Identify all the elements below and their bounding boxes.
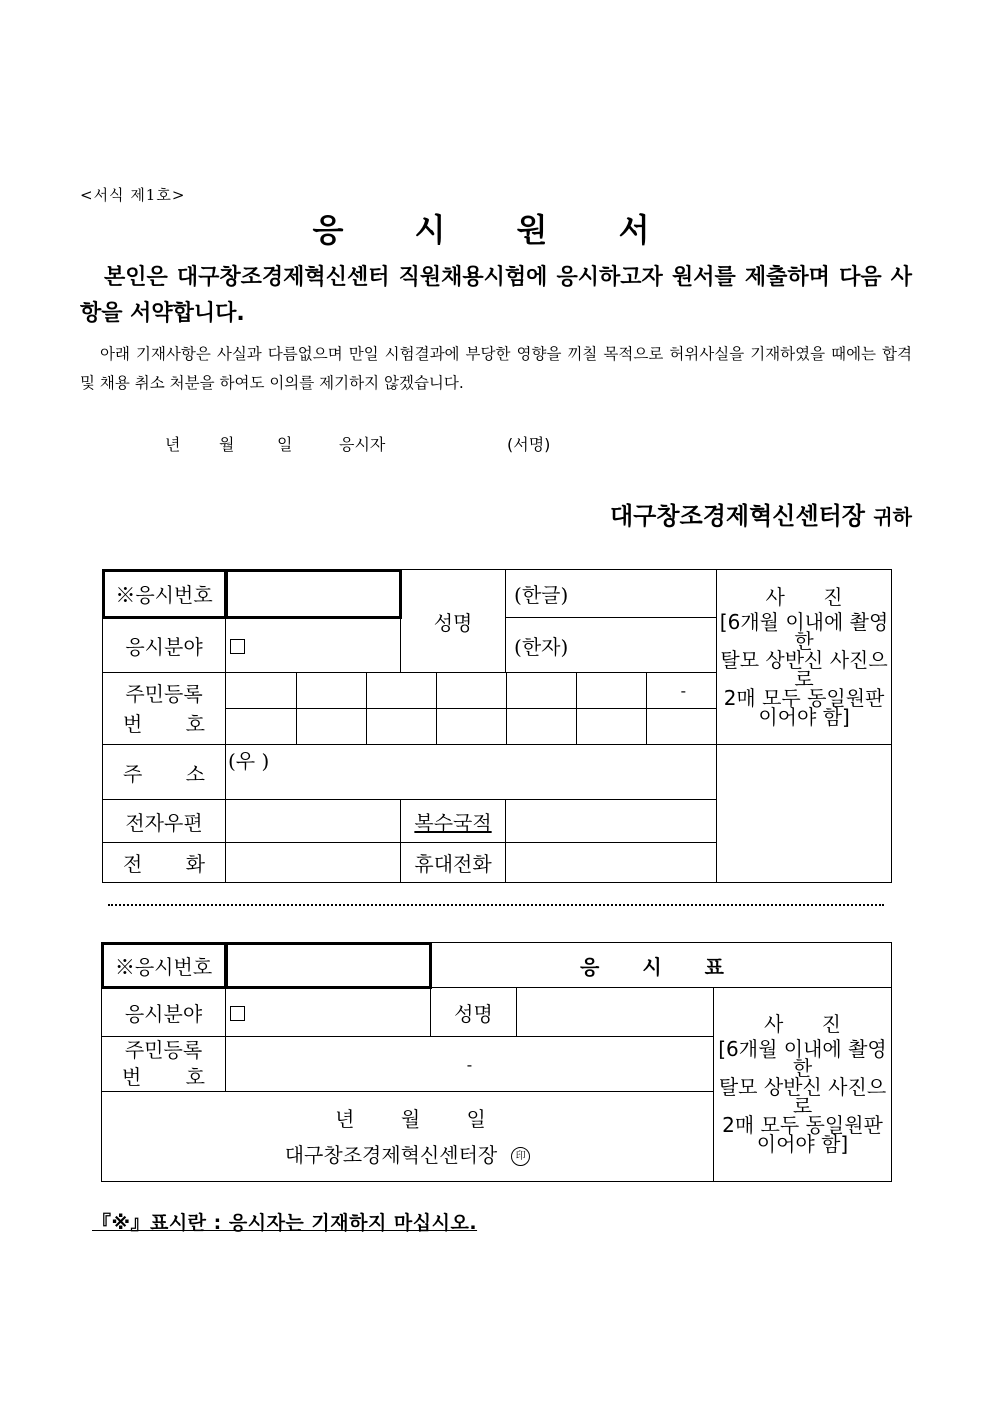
rrn-cell[interactable] — [576, 709, 646, 745]
page-title: 응 시 원 서 — [312, 211, 680, 249]
signature-label: (서명) — [507, 435, 551, 454]
addressee-name: 대구창조경제혁신센터장 — [609, 502, 865, 530]
addressee — [610, 496, 912, 531]
addressee-suffix: 귀하 — [873, 505, 912, 529]
rrn-grid — [226, 673, 717, 745]
field-value[interactable] — [226, 618, 401, 673]
ticket-issuer: 대구창조경제혁신센터장 — [284, 1142, 498, 1167]
rrn-cell[interactable] — [646, 709, 716, 745]
field-checkbox[interactable] — [230, 639, 245, 654]
ticket-exam-number-field — [226, 943, 431, 988]
ticket-rrn-label-line-1: 주민등록 — [124, 1038, 203, 1062]
ticket-photo-note-2: 탈모 상반신 사진으로 — [718, 1075, 887, 1118]
rrn-cell[interactable] — [366, 709, 436, 745]
ticket-photo-box — [714, 988, 892, 1182]
ticket-rrn-field[interactable]: - — [226, 1037, 714, 1092]
ticket-name-label: 성명 — [431, 988, 517, 1037]
ticket-table — [101, 942, 892, 1182]
form-number: <서식 제1호> — [80, 186, 186, 204]
ticket-field-value[interactable] — [226, 988, 431, 1037]
rrn-cell[interactable] — [506, 673, 576, 709]
ticket-issuer-line — [102, 1137, 713, 1173]
address-label: 주 소 — [103, 745, 226, 800]
postal-code-label: (우 ) — [228, 749, 270, 773]
photo-note-1: [6개월 이내에 촬영한 — [719, 609, 889, 653]
name-hanja-field[interactable]: (한자) — [506, 618, 717, 673]
ticket-field-label: 응시분야 — [102, 988, 226, 1037]
footer-notice: 『※』표시란 : 응시자는 기재하지 마십시오. — [92, 1212, 478, 1234]
rrn-cell[interactable] — [436, 709, 506, 745]
rrn-cell[interactable] — [506, 709, 576, 745]
exam-number-field — [226, 570, 401, 618]
rrn-cell[interactable] — [296, 709, 366, 745]
rrn-cell[interactable] — [436, 673, 506, 709]
ticket-field-checkbox[interactable] — [230, 1006, 245, 1021]
year-label: 년 — [165, 435, 181, 454]
cut-line — [108, 904, 884, 906]
rrn-cell[interactable] — [226, 673, 296, 709]
exam-number-label: ※응시번호 — [103, 570, 226, 618]
photo-box — [717, 570, 892, 745]
name-korean-field[interactable]: (한글) — [506, 570, 717, 618]
mobile-label: 휴대전화 — [401, 843, 506, 883]
ticket-photo-note-4: 이어야 함] — [756, 1132, 849, 1156]
ticket-photo-title: 사 진 — [764, 1012, 857, 1036]
email-field[interactable] — [226, 800, 401, 843]
name-label: 성명 — [401, 570, 506, 673]
seal-icon: 印 — [511, 1147, 530, 1166]
photo-note-3: 2매 모두 동일원판 — [723, 685, 885, 710]
pledge-statement: 아래 기재사항은 사실과 다름없으며 만일 시험결과에 부당한 영향을 끼칠 목적으로 허위사실을 기재하였을 때에는 합격 및 채용 취소 처분을 하여도 이의를 제기하지 않겠습니다. — [80, 345, 912, 392]
intro-statement: 본인은 대구창조경제혁신센터 직원채용시험에 응시하고자 원서를 제출하며 다음 사항을 서약합니다. — [80, 265, 912, 326]
ticket-issuance — [102, 1092, 714, 1182]
application-table — [102, 569, 892, 883]
applicant-label: 응시자 — [339, 435, 386, 454]
rrn-label — [103, 673, 226, 745]
ticket-date: 년 월 일 — [335, 1106, 486, 1131]
rrn-label-line-2: 번 호 — [123, 711, 205, 736]
photo-spacer — [717, 745, 892, 883]
rrn-cell[interactable] — [576, 673, 646, 709]
rrn-cell[interactable] — [296, 673, 366, 709]
ticket-photo-note-1: [6개월 이내에 촬영한 — [718, 1037, 887, 1080]
phone-label: 전 화 — [103, 843, 226, 883]
dual-citizenship-field[interactable] — [506, 800, 717, 843]
month-label: 월 — [219, 435, 235, 454]
photo-note-4: 이어야 함] — [758, 704, 850, 729]
rrn-cell[interactable] — [226, 709, 296, 745]
ticket-rrn-label-line-2: 번 호 — [122, 1065, 205, 1089]
day-label: 일 — [277, 435, 293, 454]
dual-citizenship-label: 복수국적 — [401, 800, 506, 843]
phone-field[interactable] — [226, 843, 401, 883]
rrn-dash: - — [646, 673, 716, 709]
photo-note-2: 탈모 상반신 사진으로 — [720, 647, 888, 691]
ticket-photo-note-3: 2매 모두 동일원판 — [722, 1113, 883, 1137]
photo-title: 사 진 — [765, 584, 859, 609]
rrn-label-line-1: 주민등록 — [125, 681, 203, 706]
address-field[interactable] — [226, 745, 717, 800]
rrn-cell[interactable] — [366, 673, 436, 709]
field-label: 응시분야 — [103, 618, 226, 673]
ticket-rrn-label — [102, 1037, 226, 1092]
ticket-title: 응 시 표 — [431, 943, 892, 988]
email-label: 전자우편 — [103, 800, 226, 843]
mobile-field[interactable] — [506, 843, 717, 883]
ticket-exam-number-label: ※응시번호 — [102, 943, 226, 988]
ticket-name-field[interactable] — [517, 988, 714, 1037]
